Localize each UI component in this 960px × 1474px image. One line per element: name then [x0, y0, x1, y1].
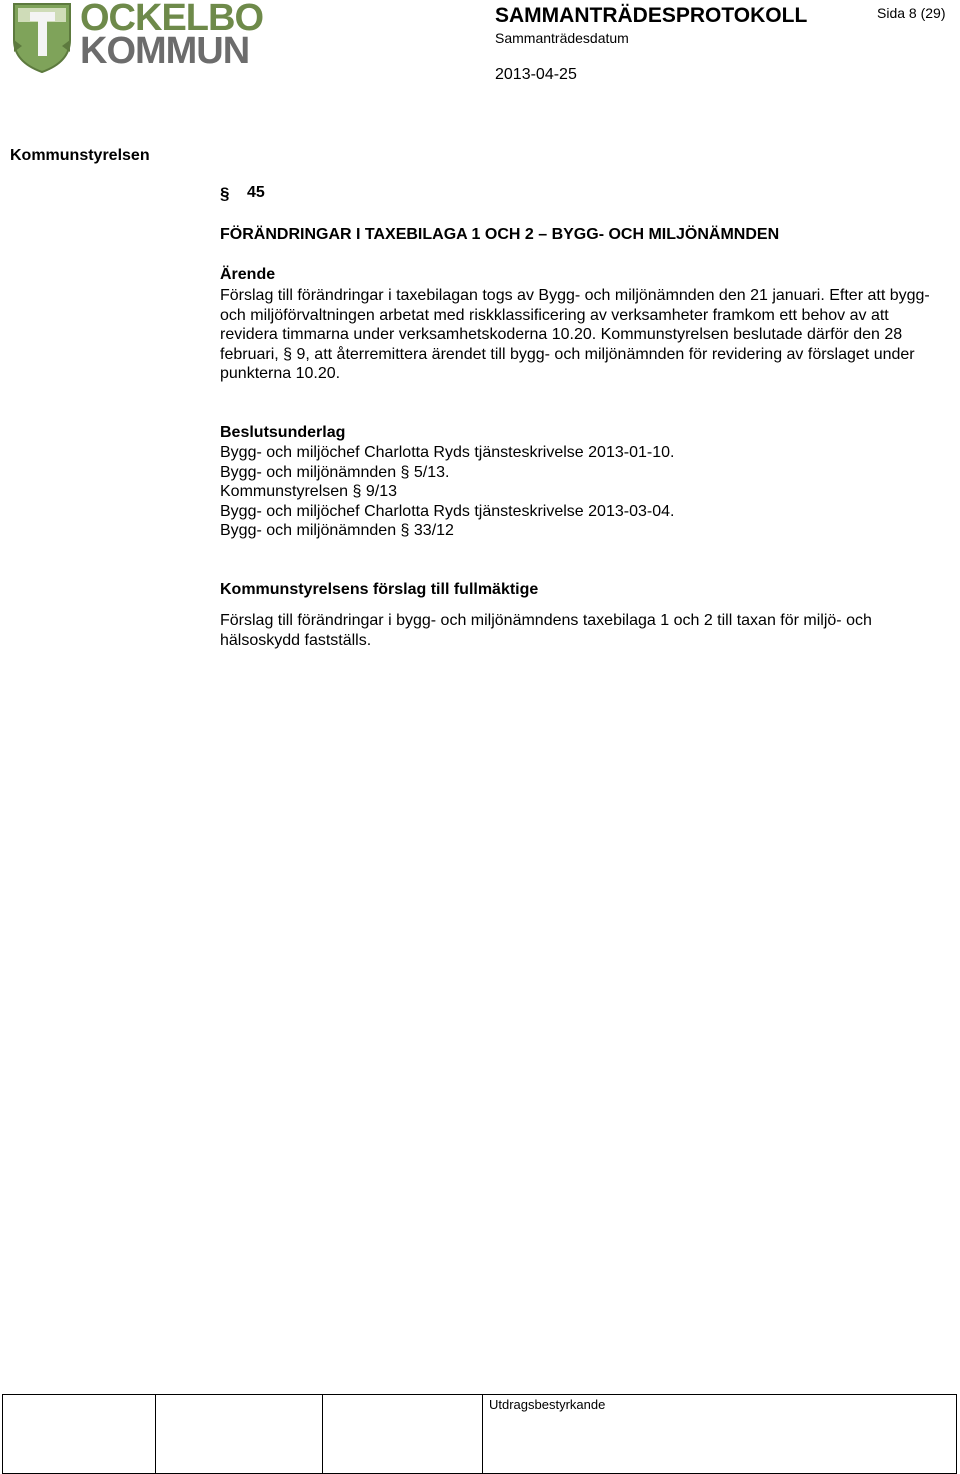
list-item-reference: 9/13 [365, 483, 397, 500]
meeting-date-label: Sammanträdesdatum [495, 30, 629, 46]
page-number: Sida 8 (29) [877, 5, 946, 21]
arende-heading: Ärende [220, 266, 276, 283]
list-item-text: Kommunstyrelsen [220, 483, 349, 500]
paragraph-sign: § [400, 522, 410, 539]
list-item [220, 521, 940, 541]
list-item-text: Bygg- och miljönämnden [220, 463, 397, 481]
list-item-text: Bygg- och miljöchef Charlotta Ryds tjänsteskrivelse 2013-01-10. [220, 444, 675, 461]
table-border [956, 1395, 957, 1473]
logo-line-1: OCKELBO [80, 0, 263, 39]
list-item [220, 482, 940, 502]
list-item-reference: 5/13. [413, 463, 450, 481]
arende-text [220, 286, 940, 384]
case-title: FÖRÄNDRINGAR I TAXEBILAGA 1 OCH 2 – BYGG- OCH MILJÖNÄMNDEN [220, 226, 780, 243]
paragraph-number: 45 [247, 184, 265, 201]
signature-cell [322, 1395, 323, 1473]
logo-line-2: KOMMUN [80, 30, 250, 72]
logo-wordmark [80, 0, 263, 72]
list-item-reference: 33/12 [413, 522, 454, 539]
signature-cell [482, 1395, 483, 1473]
list-item-text: Bygg- och miljöchef Charlotta Ryds tjänsteskrivelse 2013-03-04. [220, 502, 675, 520]
beslutsunderlag-list [220, 443, 940, 541]
coat-of-arms-icon [8, 0, 78, 74]
list-item-text: Bygg- och miljönämnden [220, 522, 397, 539]
signature-cell [2, 1395, 3, 1473]
arende-paragraph-sign: § [283, 345, 293, 363]
list-item [220, 463, 940, 483]
paragraph-sign: § [400, 463, 410, 481]
proposal-text: Förslag till förändringar i bygg- och miljönämndens taxebilaga 1 och 2 till taxan för miljö- och hälsoskydd fastställs. [220, 612, 872, 649]
list-item [220, 443, 940, 463]
signature-cell [155, 1395, 156, 1473]
paragraph-sign: § [352, 483, 362, 500]
extract-certification-label: Utdragsbestyrkande [489, 1397, 606, 1412]
document-type-title: SAMMANTRÄDESPROTOKOLL [495, 4, 808, 27]
arende-text-part-1: Förslag till förändringar i taxebilagan togs av Bygg- och miljönämnden den 21 januari. Efter att bygg- och miljöförvaltningen arbetat med riskklassificering av verksamheter framkom ett behov av att revidera timmarna under verksamhetskoderna 10.20. Kommunstyrelsen beslutade därför den 28 februari, [220, 287, 930, 363]
proposal-heading: Kommunstyrelsens förslag till fullmäktige [220, 581, 539, 598]
list-item [220, 502, 940, 522]
paragraph-sign: § [220, 184, 230, 203]
committee-name: Kommunstyrelsen [10, 147, 150, 164]
beslutsunderlag-heading: Beslutsunderlag [220, 424, 346, 441]
signature-table [2, 1394, 957, 1474]
arende-text-part-2: 9, att återremittera ärendet till bygg- och miljönämnden för revidering av förslaget under punkterna 10.20. [220, 345, 915, 382]
meeting-date: 2013-04-25 [495, 66, 577, 83]
